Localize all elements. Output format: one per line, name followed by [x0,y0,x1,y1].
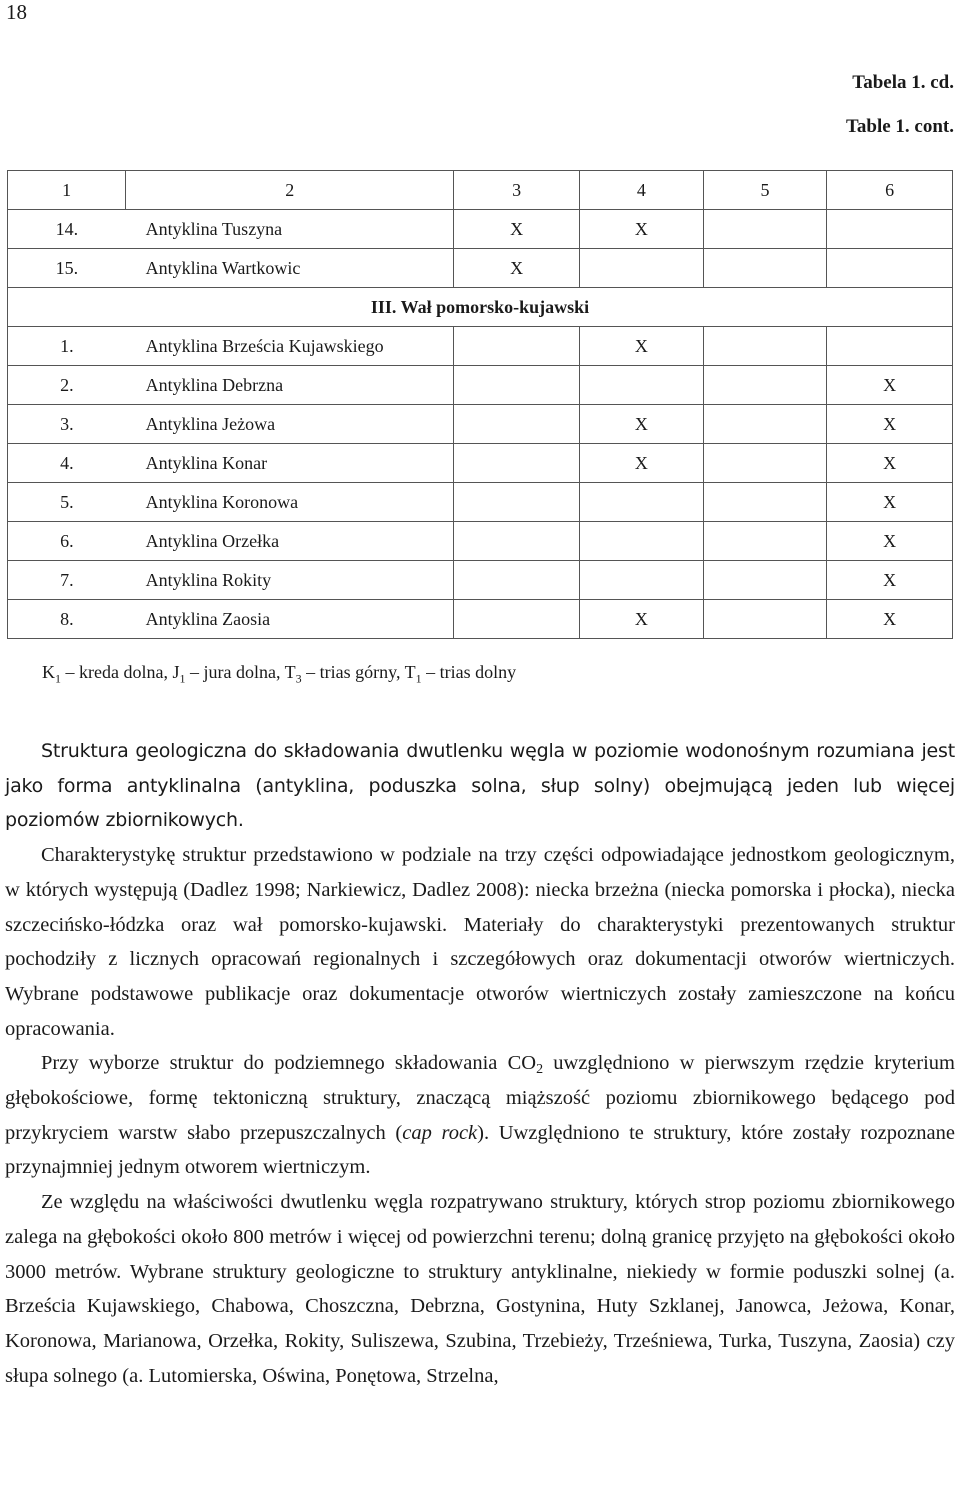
row-col4 [579,561,703,600]
row-col5 [703,405,827,444]
row-number: 5. [8,483,126,522]
paragraph-characteristics: Charakterystykę struktur przedstawiono w podziale na trzy części odpowiadające jednostkom geologicznym, w których występują (Dadlez 1998; Narkiewicz, Dadlez 2008): niecka brzeżna (niecka pomorska i płocka), niecka szczecińsko-łódzka oraz wał pomorsko-kujawski. Materiały do charakterystyki prezentowanych struktur pochodziły z licznych opracowań regionalnych i szczegółowych oraz dokumentacji otworów wiertniczych. Wybrane podstawowe publikacje oraz dokumentacje otworów wiertniczych zostały zamieszczone na końcu opracowania. [5,844,955,1040]
paragraph-definition: Struktura geologiczna do składowania dwutlenku węgla w poziomie wodonośnym rozumiana jest jako forma antyklinalna (antyklina, poduszka solna, słup solny) obejmującą jeden lub więcej poziomów zbiornikowych. [5,740,955,832]
paragraph-selection-criteria [5,1046,955,1185]
row-number: 4. [8,444,126,483]
table-caption-en: Table 1. cont. [845,116,954,137]
table-legend [42,662,516,687]
row-col6: X [827,444,953,483]
table-caption-pl: Tabela 1. cd. [852,72,954,93]
row-name: Antyklina Jeżowa [126,405,454,444]
row-name: Antyklina Debrzna [126,366,454,405]
row-col4 [579,483,703,522]
row-name: Antyklina Orzełka [126,522,454,561]
table-row [8,444,953,483]
table-header-row [8,171,953,210]
row-col6: X [827,405,953,444]
legend-t1-text: – trias dolny [421,662,517,682]
body-text [5,734,955,1393]
table-row [8,483,953,522]
row-col4: X [579,444,703,483]
table-row [8,327,953,366]
row-col3 [454,405,580,444]
row-col6: X [827,561,953,600]
row-name: Antyklina Koronowa [126,483,454,522]
header-cell: 1 [8,171,126,210]
legend-j-sub: 1 [179,671,186,686]
legend-j: J [172,662,180,682]
row-number: 3. [8,405,126,444]
row-col4 [579,522,703,561]
paragraph-depth-range: Ze względu na właściwości dwutlenku węgla rozpatrywano struktury, których strop poziomu zbiornikowego zalega na głębokości około 800 metrów i więcej od powierzchni terenu; dolną granicę przyjęto na głębokości około 3000 metrów. Wybrane struktury geologiczne to struktury antyklinalne, niekiedy w formie poduszki solnej (a. Brześcia Kujawskiego, Chabowa, Choszczna, Debrzna, Gostynina, Huty Szklanej, Janowca, Jeżowa, Konar, Koronowa, Marianowa, Orzełka, Rokity, Suliszewa, Szubina, Trzebieży, Trześniewa, Turka, Tuszyna, Zaosia) czy słupa solnego (a. Lutomierska, Oświna, Ponętowa, Strzelna, [5,1191,955,1387]
row-col3 [454,600,580,639]
section-title: III. Wał pomorsko-kujawski [8,288,953,327]
row-col5 [703,366,827,405]
structures-table [7,170,953,639]
table-row [8,561,953,600]
row-col5 [703,444,827,483]
row-name: Antyklina Zaosia [126,600,454,639]
row-col6 [827,210,953,249]
header-cell: 3 [454,171,580,210]
table-row [8,600,953,639]
row-col5 [703,600,827,639]
row-number: 6. [8,522,126,561]
row-col6: X [827,522,953,561]
p3-text-b: uwzględniono w pierwszym rzędzie kryterium głębokościowe, formę tektoniczną struktury, znaczącą miąższość poziomu zbiornikowego będącego pod przykryciem warstw słabo przepuszczalnych ( [5,1052,955,1144]
row-col4: X [579,405,703,444]
row-col3: X [454,249,580,288]
page-number: 18 [6,0,27,24]
legend-j-text: – jura dolna, [185,662,285,682]
row-name: Antyklina Tuszyna [126,210,454,249]
row-col3 [454,483,580,522]
header-cell: 5 [703,171,827,210]
row-col4: X [579,327,703,366]
legend-k-sub: 1 [55,671,61,686]
row-col6: X [827,483,953,522]
header-cell: 2 [126,171,454,210]
p3-text-c: ). Uwzględniono te struktury, które zostały rozpoznane przynajmniej jednym otworem wiertniczym. [5,1121,955,1179]
legend-t3-text: – trias górny, [301,662,405,682]
row-number: 15. [8,249,126,288]
row-col6: X [827,600,953,639]
row-col4: X [579,600,703,639]
table-row [8,249,953,288]
row-col6 [827,249,953,288]
row-number: 7. [8,561,126,600]
row-number: 8. [8,600,126,639]
row-number: 1. [8,327,126,366]
row-col5 [703,561,827,600]
row-col3 [454,444,580,483]
row-number: 14. [8,210,126,249]
row-col6 [827,327,953,366]
row-col3 [454,561,580,600]
row-col3 [454,327,580,366]
legend-t3-sub: 3 [295,671,302,686]
row-col5 [703,327,827,366]
row-col3 [454,366,580,405]
row-col3 [454,522,580,561]
header-cell: 4 [579,171,703,210]
legend-t1: T [404,662,416,682]
row-col5 [703,210,827,249]
row-number: 2. [8,366,126,405]
p3-subscript: 2 [536,1062,544,1078]
row-name: Antyklina Wartkowic [126,249,454,288]
row-col5 [703,522,827,561]
row-col3: X [454,210,580,249]
table-row [8,210,953,249]
legend-k: K [42,662,55,682]
legend-k-text: – kreda dolna, [61,662,173,682]
table-row [8,522,953,561]
row-name: Antyklina Brześcia Kujawskiego [126,327,454,366]
p3-italic: cap rock [402,1121,478,1144]
table-row [8,405,953,444]
header-cell: 6 [827,171,953,210]
row-col4 [579,249,703,288]
row-name: Antyklina Rokity [126,561,454,600]
row-col5 [703,483,827,522]
p3-text-a: Przy wyborze struktur do podziemnego składowania CO [41,1052,537,1075]
row-col4 [579,366,703,405]
row-name: Antyklina Konar [126,444,454,483]
legend-t1-sub: 1 [415,671,422,686]
table-section-row [8,288,953,327]
row-col6: X [827,366,953,405]
row-col4: X [579,210,703,249]
row-col5 [703,249,827,288]
legend-t3: T [284,662,296,682]
table-row [8,366,953,405]
